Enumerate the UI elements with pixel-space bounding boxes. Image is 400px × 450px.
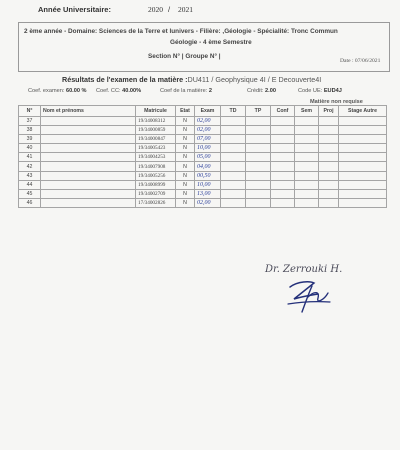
coef-exam xyxy=(28,88,86,94)
student-name xyxy=(41,153,136,162)
sem-grade xyxy=(295,171,319,180)
title-separator: / xyxy=(209,75,216,84)
col-header-name: Nom et prénoms xyxy=(41,106,136,117)
conf-grade xyxy=(271,126,295,135)
unit-name: E Decouverte4I xyxy=(271,75,322,84)
student-name xyxy=(41,198,136,207)
coef-matiere-label: Coef de la matière: xyxy=(160,88,208,94)
tp-grade xyxy=(246,162,271,171)
matricule: 19/34000847 xyxy=(136,135,176,144)
col-header-exam: Exam xyxy=(195,106,221,117)
row-number: 44 xyxy=(19,180,41,189)
td-grade xyxy=(221,126,246,135)
col-header-proj: Proj xyxy=(319,106,339,117)
coef-cc xyxy=(96,88,141,94)
student-name xyxy=(41,180,136,189)
row-number: 42 xyxy=(19,162,41,171)
year-start: 2020 xyxy=(148,5,163,14)
td-grade xyxy=(221,144,246,153)
tp-grade xyxy=(246,153,271,162)
stage-grade xyxy=(339,162,387,171)
section-group-line: Section N° | Groupe N° | xyxy=(148,53,221,60)
academic-year-label: Année Universitaire: xyxy=(38,5,111,14)
stage-grade xyxy=(339,198,387,207)
table-row xyxy=(19,171,387,180)
student-name xyxy=(41,135,136,144)
table-row xyxy=(19,126,387,135)
stage-grade xyxy=(339,126,387,135)
proj-grade xyxy=(319,171,339,180)
matricule: 19/34008999 xyxy=(136,180,176,189)
coef-cc-value: 40.00% xyxy=(122,88,142,94)
tp-grade xyxy=(246,189,271,198)
sem-grade xyxy=(295,126,319,135)
sem-grade xyxy=(295,117,319,126)
conf-grade xyxy=(271,198,295,207)
row-number: 45 xyxy=(19,189,41,198)
coef-matiere-value: 2 xyxy=(208,88,212,94)
status: N xyxy=(176,180,195,189)
exam-grade: 00,50 xyxy=(195,171,221,180)
proj-grade xyxy=(319,162,339,171)
sem-grade xyxy=(295,198,319,207)
matricule: 19/34008312 xyxy=(136,117,176,126)
matricule: 17/34002826 xyxy=(136,198,176,207)
status: N xyxy=(176,162,195,171)
year-separator: / xyxy=(168,5,171,14)
title-prefix: Résultats de l'examen de la matière : xyxy=(62,75,188,84)
status: N xyxy=(176,189,195,198)
table-row xyxy=(19,135,387,144)
col-header-sem: Sem xyxy=(295,106,319,117)
col-header-td: TD xyxy=(221,106,246,117)
exam-grade: 10,00 xyxy=(195,144,221,153)
proj-grade xyxy=(319,144,339,153)
td-grade xyxy=(221,189,246,198)
row-number: 46 xyxy=(19,198,41,207)
col-header-etat: Etat xyxy=(176,106,195,117)
proj-grade xyxy=(319,198,339,207)
row-number: 38 xyxy=(19,126,41,135)
proj-grade xyxy=(319,126,339,135)
exam-grade: 05,00 xyxy=(195,153,221,162)
status: N xyxy=(176,135,195,144)
exam-grade: 13,00 xyxy=(195,189,221,198)
td-grade xyxy=(221,171,246,180)
proj-grade xyxy=(319,189,339,198)
coef-exam-label: Coef. examen: xyxy=(28,88,65,94)
credit-value: 2.00 xyxy=(265,88,276,94)
program-line: 2 ème année - Domaine: Sciences de la Terre et lunivers - Filière: ,Géologie - Spécialité: Tronc Commun xyxy=(24,28,338,35)
results-title xyxy=(62,75,321,84)
matricule: 19/34004253 xyxy=(136,153,176,162)
col-header-conf: Conf xyxy=(271,106,295,117)
status: N xyxy=(176,153,195,162)
exam-grade: 02,00 xyxy=(195,198,221,207)
col-header-tp: TP xyxy=(246,106,271,117)
proj-grade xyxy=(319,117,339,126)
coef-cc-label: Coef. CC: xyxy=(96,88,121,94)
table-row xyxy=(19,144,387,153)
matricule: 19/34007908 xyxy=(136,162,176,171)
exam-grade: 02,00 xyxy=(195,117,221,126)
row-number: 40 xyxy=(19,144,41,153)
sem-grade xyxy=(295,180,319,189)
coef-exam-value: 60.00 % xyxy=(65,88,87,94)
table-row xyxy=(19,153,387,162)
title-separator: / xyxy=(265,75,272,84)
tp-grade xyxy=(246,135,271,144)
table-row xyxy=(19,162,387,171)
conf-grade xyxy=(271,171,295,180)
td-grade xyxy=(221,198,246,207)
student-name xyxy=(41,117,136,126)
proj-grade xyxy=(319,153,339,162)
student-name xyxy=(41,162,136,171)
row-number: 43 xyxy=(19,171,41,180)
ue-code-label: Code UE: xyxy=(298,88,323,94)
table-row xyxy=(19,189,387,198)
stage-grade xyxy=(339,171,387,180)
subject-code: DU411 xyxy=(187,75,210,84)
stage-grade xyxy=(339,189,387,198)
subject-name: Geophysique 4I xyxy=(215,75,266,84)
tp-grade xyxy=(246,117,271,126)
matricule: 19/34002709 xyxy=(136,189,176,198)
exam-grade: 02,00 xyxy=(195,126,221,135)
sem-grade xyxy=(295,144,319,153)
credit-label: Crédit: xyxy=(247,88,264,94)
row-number: 41 xyxy=(19,153,41,162)
exam-grade: 07,00 xyxy=(195,135,221,144)
student-name xyxy=(41,171,136,180)
stage-grade xyxy=(339,117,387,126)
table-row xyxy=(19,198,387,207)
row-number: 37 xyxy=(19,117,41,126)
ue-code-value: EUD4J xyxy=(323,88,342,94)
td-grade xyxy=(221,180,246,189)
tp-grade xyxy=(246,126,271,135)
tp-grade xyxy=(246,180,271,189)
sem-grade xyxy=(295,153,319,162)
tp-grade xyxy=(246,171,271,180)
year-end: 2021 xyxy=(178,5,193,14)
conf-grade xyxy=(271,162,295,171)
tp-grade xyxy=(246,144,271,153)
conf-grade xyxy=(271,135,295,144)
table-row xyxy=(19,180,387,189)
tp-grade xyxy=(246,198,271,207)
conf-grade xyxy=(271,144,295,153)
matricule: 19/34005423 xyxy=(136,144,176,153)
results-table xyxy=(18,105,387,208)
td-grade xyxy=(221,162,246,171)
proj-grade xyxy=(319,135,339,144)
sem-grade xyxy=(295,135,319,144)
col-header-no: N° xyxy=(19,106,41,117)
td-grade xyxy=(221,117,246,126)
student-name xyxy=(41,189,136,198)
status: N xyxy=(176,198,195,207)
table-header-row xyxy=(19,106,387,117)
col-header-stage: Stage Autre xyxy=(339,106,387,117)
semester-line: Géologie - 4 ème Semestre xyxy=(170,39,252,46)
row-number: 39 xyxy=(19,135,41,144)
coef-matiere xyxy=(160,88,212,94)
col-header-matricule: Matricule xyxy=(136,106,176,117)
status: N xyxy=(176,117,195,126)
sem-grade xyxy=(295,189,319,198)
signatory-name: Dr. Zerrouki H. xyxy=(265,264,343,275)
stage-grade xyxy=(339,180,387,189)
td-grade xyxy=(221,153,246,162)
credit xyxy=(247,88,276,94)
matricule: 19/34000859 xyxy=(136,126,176,135)
conf-grade xyxy=(271,189,295,198)
stage-grade xyxy=(339,135,387,144)
non-required-note: Matière non requise xyxy=(310,99,363,105)
status: N xyxy=(176,171,195,180)
status: N xyxy=(176,126,195,135)
student-name xyxy=(41,144,136,153)
sem-grade xyxy=(295,162,319,171)
stage-grade xyxy=(339,153,387,162)
proj-grade xyxy=(319,180,339,189)
conf-grade xyxy=(271,117,295,126)
exam-grade: 04,00 xyxy=(195,162,221,171)
table-row xyxy=(19,117,387,126)
conf-grade xyxy=(271,153,295,162)
date: Date : 07/06/2021 xyxy=(340,58,381,64)
conf-grade xyxy=(271,180,295,189)
td-grade xyxy=(221,135,246,144)
matricule: 19/34005256 xyxy=(136,171,176,180)
handwritten-signature xyxy=(284,277,334,315)
exam-grade: 10,00 xyxy=(195,180,221,189)
stage-grade xyxy=(339,144,387,153)
status: N xyxy=(176,144,195,153)
ue-code xyxy=(298,88,342,94)
student-name xyxy=(41,126,136,135)
